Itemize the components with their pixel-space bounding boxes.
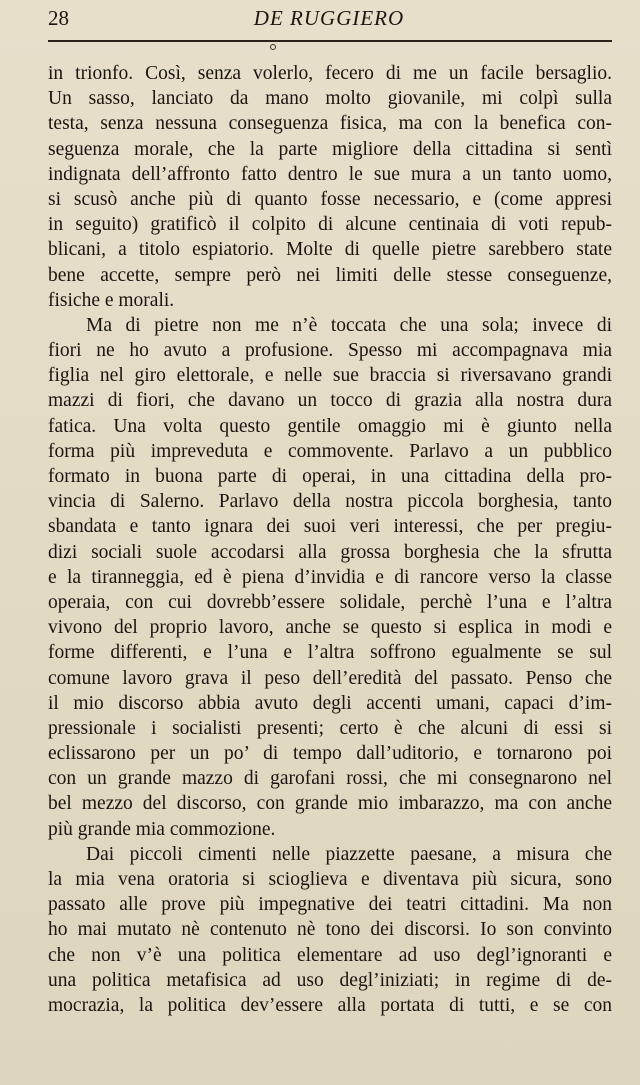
text-line: forma più impreveduta e commovente. Parlavo a un pubblico xyxy=(48,440,612,462)
text-line: ho mai mutato nè contenuto nè tono dei discorsi. Io son convinto xyxy=(48,919,612,941)
text-line: sbandata e tanto ignara dei suoi veri interessi, che per pregiu- xyxy=(48,516,612,538)
text-line: vivono del proprio lavoro, anche se questo si esplica in modi e xyxy=(48,617,612,639)
text-line: operaia, con cui dovrebb’essere solidale, perchè l’una e l’altra xyxy=(48,591,612,613)
page-header xyxy=(48,6,610,34)
header-rule xyxy=(48,40,612,42)
text-line: vincia di Salerno. Parlavo della nostra piccola borghesia, tanto xyxy=(48,491,612,513)
text-line: dizi sociali suole accodarsi alla grossa borghesia che la sfrutta xyxy=(48,541,612,563)
text-line: Un sasso, lanciato da mano molto giovanile, mi colpì sulla xyxy=(48,88,612,110)
page-number: 28 xyxy=(48,6,69,30)
text-line: formato in buona parte di operai, in una cittadina della pro- xyxy=(48,466,612,487)
text-line: in seguito) gratificò il colpito di alcune centinaia di voti repub- xyxy=(48,214,612,236)
text-line: fatica. Una volta questo gentile omaggio mi è giunto nella xyxy=(48,415,612,437)
text-line: che non v’è una politica elementare ad uso degl’ignoranti e xyxy=(48,944,612,966)
paragraph-first-line: Dai piccoli cimenti nelle piazzette paesane, a misura che xyxy=(86,843,612,865)
text-line: bel mezzo del discorso, con grande mio imbarazzo, ma con anche xyxy=(48,793,612,815)
text-line: una politica metafisica ad uso degl’iniziati; in regime di de- xyxy=(48,969,612,991)
text-line: forme differenti, e l’una e l’altra soffrono egualmente se sul xyxy=(48,642,612,664)
paragraph-end-line: fisiche e morali. xyxy=(48,289,175,311)
text-line: si scusò anche più di quanto fosse necessario, e (come appresi xyxy=(48,188,612,210)
body-text xyxy=(48,61,612,1018)
text-line: figlia nel giro elettorale, e nelle sue braccia si riversavano grandi xyxy=(48,365,612,387)
text-line: in trionfo. Così, senza volerlo, fecero di me un facile bersaglio. xyxy=(48,63,612,84)
text-line: fiori ne ho avuto a profusione. Spesso mi accompagnava mia xyxy=(48,340,612,362)
text-line: seguenza morale, che la parte migliore della cittadina si sentì xyxy=(48,138,612,160)
print-speck xyxy=(270,44,276,50)
text-line: mazzi di fiori, che davano un tocco di grazia alla nostra dura xyxy=(48,390,612,412)
text-line: bene accette, sempre però nei limiti delle stesse conseguenze, xyxy=(48,264,612,286)
text-line: eclissarono per un po’ di tempo dall’uditorio, e tornarono poi xyxy=(48,743,612,765)
text-line: blicani, a titolo espiatorio. Molte di quelle pietre sarebbero state xyxy=(48,239,612,261)
text-line: indignata dell’affronto fatto dentro le sue mura a un tanto uomo, xyxy=(48,163,612,185)
text-line: con un grande mazzo di garofani rossi, che mi consegnarono nel xyxy=(48,768,612,790)
text-line: il mio discorso abbia avuto degli accenti umani, capaci d’im- xyxy=(48,692,612,714)
paragraph-end-line: più grande mia commozione. xyxy=(48,818,276,840)
text-line: la mia vena oratoria si scioglieva e diventava più sicura, sono xyxy=(48,869,612,890)
text-line: pressionale i socialisti presenti; certo è che alcuni di essi si xyxy=(48,717,612,739)
paragraph-first-line: Ma di pietre non me n’è toccata che una sola; invece di xyxy=(86,314,612,336)
text-line: passato alle prove più impegnative dei teatri cittadini. Ma non xyxy=(48,894,612,916)
text-line: testa, senza nessuna conseguenza fisica, ma con la benefica con- xyxy=(48,113,612,135)
running-title: DE RUGGIERO xyxy=(253,6,405,30)
text-line: comune lavoro grava il peso dell’eredità del passato. Penso che xyxy=(48,667,612,689)
text-line: mocrazia, la politica dev’essere alla portata di tutti, e se con xyxy=(48,994,612,1016)
text-line: e la tiranneggia, ed è piena d’invidia e di rancore verso la classe xyxy=(48,566,612,588)
